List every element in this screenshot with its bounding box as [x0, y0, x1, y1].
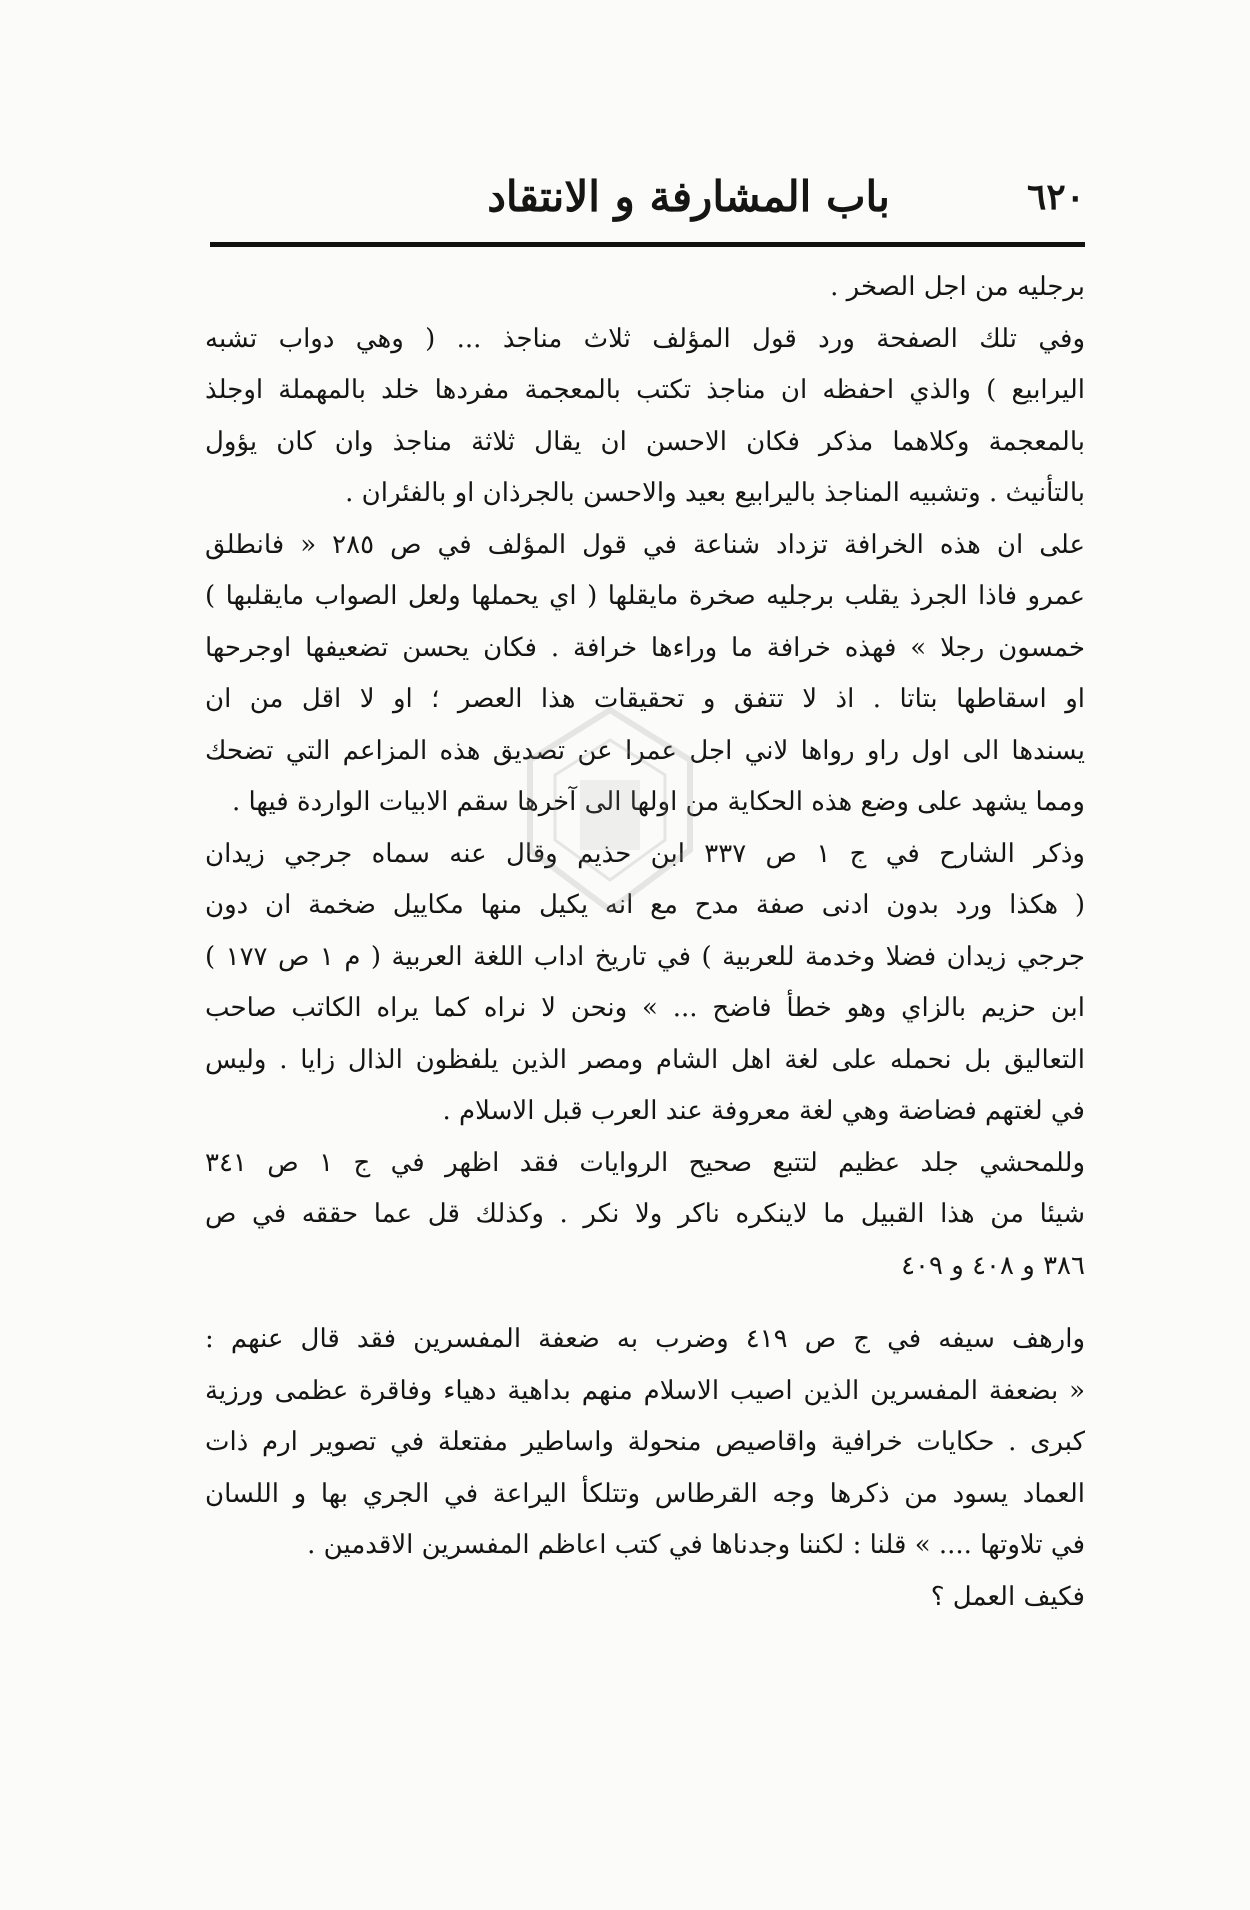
body-text — [205, 262, 1085, 1623]
text-line: بالمعجمة وكلاهما مذكر فكان الاحسن ان يقال ثلاثة مناجذ وان كان يؤول — [205, 426, 1085, 457]
text-line: اليرابيع ) والذي احفظه ان مناجذ تكتب بالمعجمة مفردها خلد بالمهملة اوجلذ — [205, 375, 1085, 405]
text-line: وارهف سيفه في ج ص ٤١٩ وضرب به ضعفة المفسرين فقد قال عنهم : — [205, 1324, 1085, 1354]
text-line: على ان هذه الخرافة تزداد شناعة في قول المؤلف في ص ٢٨٥ « فانطلق — [205, 529, 1085, 560]
text-line: فكيف العمل ؟ — [930, 1581, 1085, 1612]
text-line: وفي تلك الصفحة ورد قول المؤلف ثلاث مناجذ ... ( وهي دواب تشبه — [205, 323, 1085, 354]
text-line: شيئا من هذا القبيل ما لاينكره ناكر ولا نكر . وكذلك قل عما حققه في ص — [205, 1199, 1085, 1229]
text-line: في لغتهم فضاضة وهي لغة معروفة عند العرب قبل الاسلام . — [442, 1096, 1085, 1126]
text-line: ( هكذا ورد بدون ادنى صفة مدح مع انه يكيل منها مكاييل ضخمة ان دون — [205, 890, 1085, 920]
running-header — [205, 172, 1085, 232]
text-line: ومما يشهد على وضع هذه الحكاية من اولها الى آخرها سقم الابيات الواردة فيها . — [231, 787, 1085, 817]
text-line: في تلاوتها .... » قلنا : لكننا وجدناها في كتب اعاظم المفسرين الاقدمين . — [307, 1530, 1085, 1560]
text-line: عمرو فاذا الجرذ يقلب برجليه صخرة مايقلها ( اي يحملها ولعل الصواب مايقلبها ) — [205, 581, 1085, 611]
header-divider — [210, 242, 1085, 247]
text-line: خمسون رجلا » فهذه خرافة ما وراءها خرافة . فكان يحسن تضعيفها اوجرحها — [205, 632, 1085, 663]
text-line: جرجي زيدان فضلا وخدمة للعربية ) في تاريخ اداب اللغة العربية ( م ١ ص ١٧٧ ) — [205, 941, 1085, 972]
text-line: العماد يسود من ذكرها وجه القرطاس وتتلكأ اليراعة في الجري بها و اللسان — [205, 1478, 1085, 1509]
text-line: التعاليق بل نحمله على لغة اهل الشام ومصر الذين يلفظون الذال زايا . وليس — [205, 1044, 1085, 1075]
paragraph-gap — [205, 1292, 1085, 1314]
text-line: وللمحشي جلد عظيم لتتبع صحيح الروايات فقد اظهر في ج ١ ص ٣٤١ — [205, 1147, 1085, 1178]
text-line: يسندها الى اول راو رواها لاني اجل عمرا عن تصديق هذه المزاعم التي تضحك — [205, 735, 1085, 766]
text-line: ابن حزيم بالزاي وهو خطأ فاضح ... » ونحن لا نراه كما يراه الكاتب صاحب — [205, 993, 1085, 1023]
text-line: برجليه من اجل الصخر . — [830, 272, 1085, 302]
text-line: كبرى . حكايات خرافية واقاصيص منحولة واساطير مفتعلة في تصوير ارم ذات — [205, 1427, 1085, 1457]
text-line: او اسقاطها بتاتا . اذ لا تتفق و تحقيقات هذا العصر ؛ او لا اقل من ان — [205, 684, 1085, 714]
page-number: ٦٢٠ — [1026, 176, 1085, 218]
text-line: ٣٨٦ و ٤٠٨ و ٤٠٩ — [901, 1250, 1085, 1281]
text-line: وذكر الشارح في ج ١ ص ٣٣٧ ابن حذيم وقال عنه سماه جرجي زيدان — [205, 838, 1085, 869]
text-line: بالتأنيث . وتشبيه المناجذ باليرابيع بعيد والاحسن بالجرذان او بالفئران . — [345, 478, 1085, 508]
text-line: « بضعفة المفسرين الذين اصيب الاسلام منهم بداهية دهياء وفاقرة عظمى ورزية — [205, 1375, 1085, 1406]
running-title: باب المشارفة و الانتقاد — [487, 172, 890, 221]
